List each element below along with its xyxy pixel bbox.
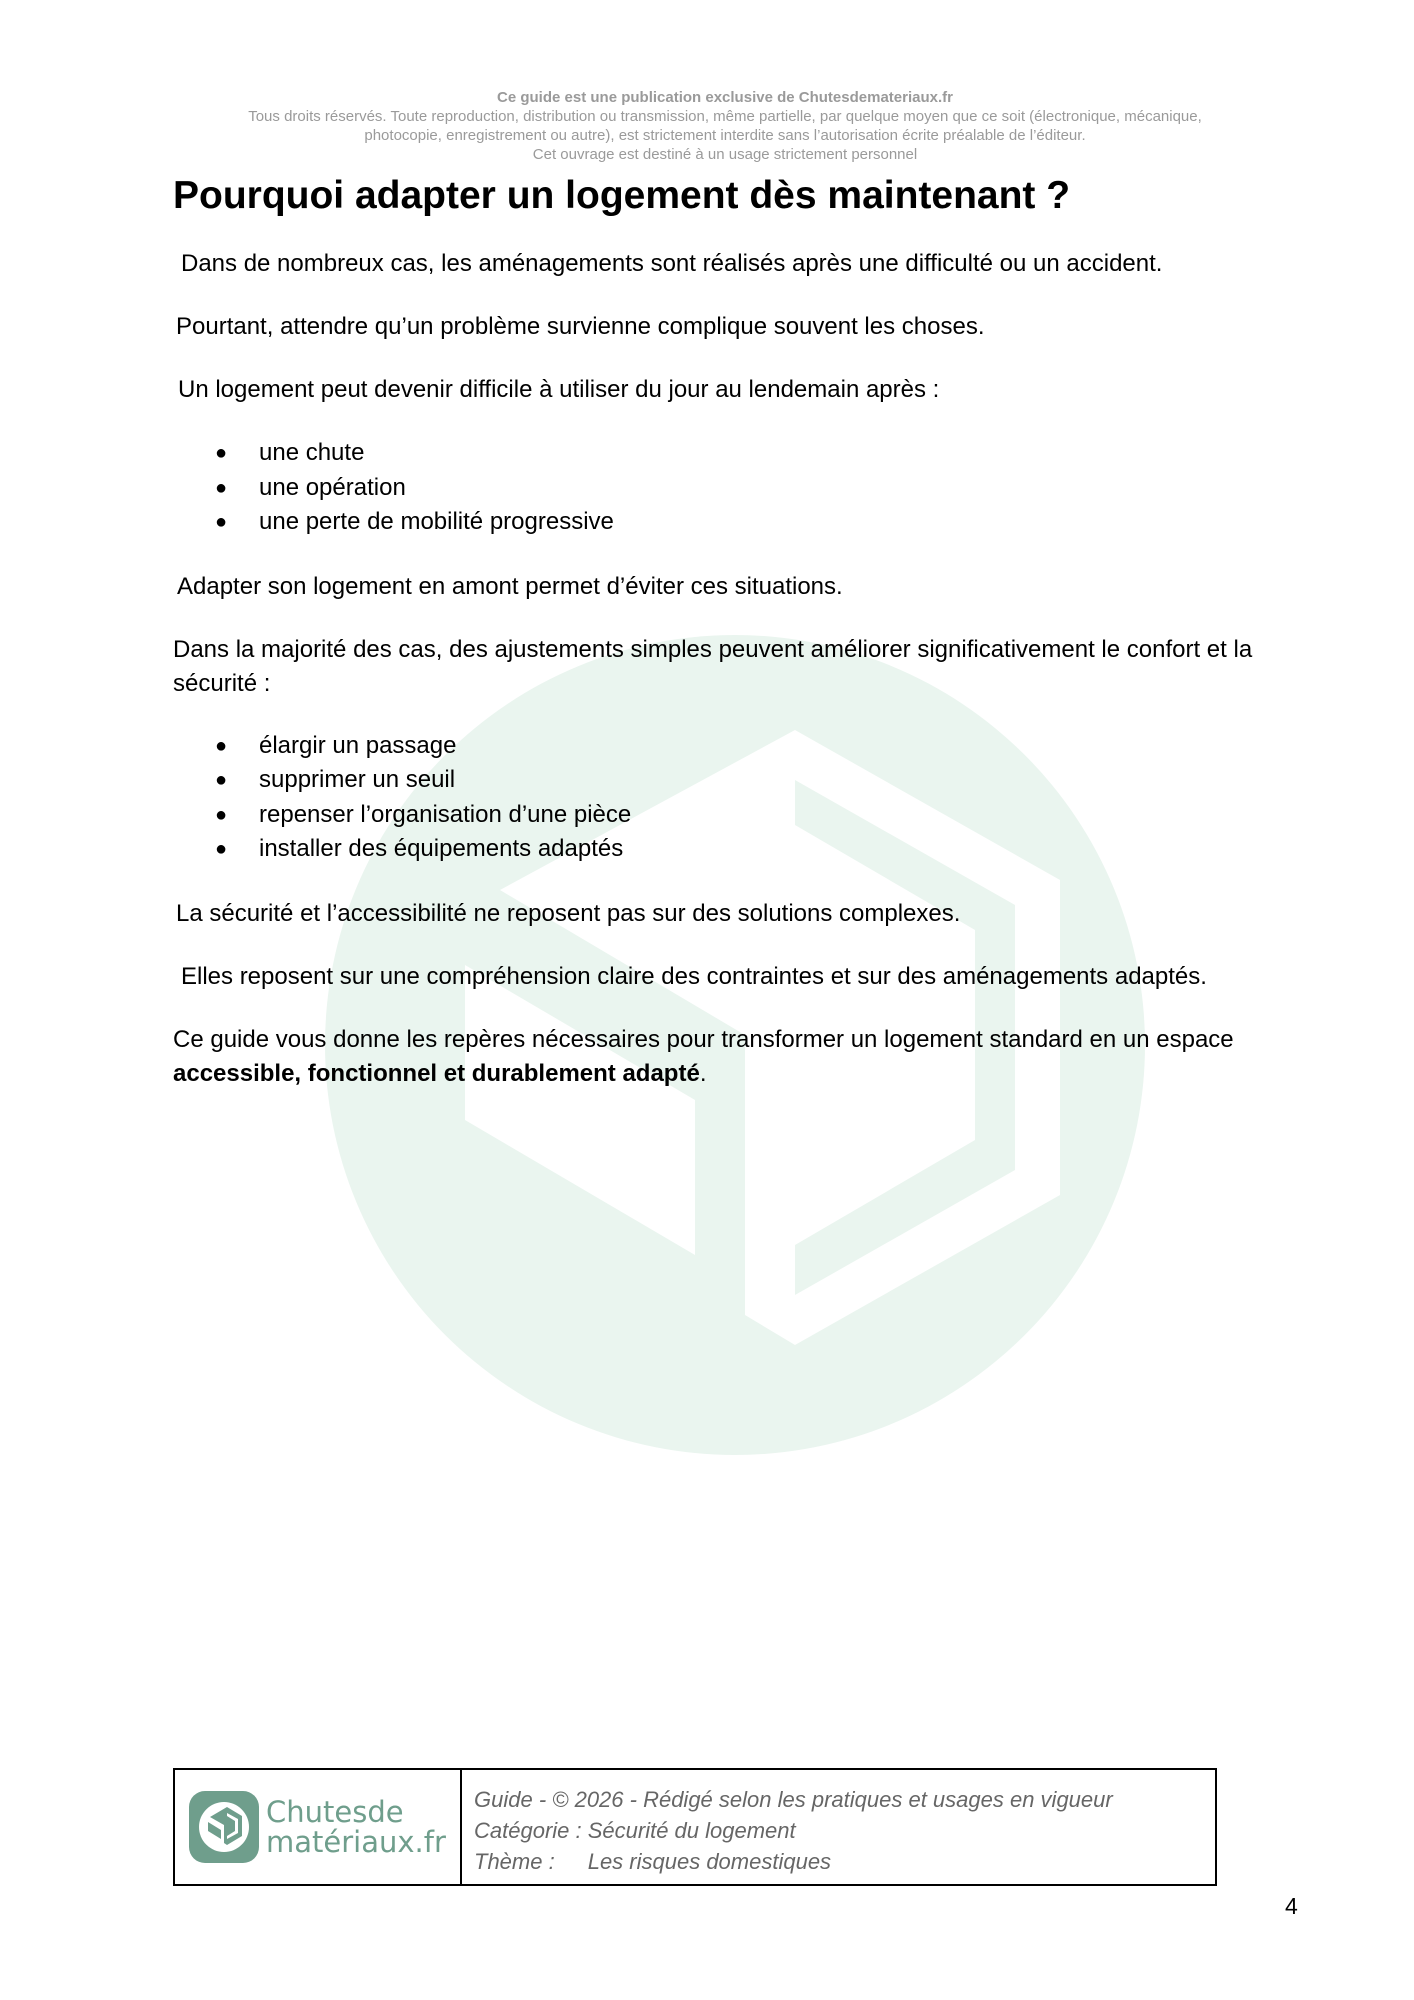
footer-box [173, 1768, 1217, 1886]
paragraph-8-end: . [699, 1059, 707, 1087]
paragraph-4: Adapter son logement en amont permet d’éviter ces situations. [177, 572, 843, 600]
brand-logo-line-1: Chutesde [266, 1795, 404, 1829]
header-title: Ce guide est une publication exclusive de Chutesdemateriaux.fr [497, 89, 953, 106]
paragraph-8 [173, 1023, 1283, 1091]
list-item-text: une perte de mobilité progressive [259, 508, 614, 535]
list-item-text: élargir un passage [259, 731, 457, 759]
footer-theme-value: Les risques domestiques [587, 1849, 832, 1874]
bullet-icon: ● [215, 476, 228, 499]
brand-logo-icon [189, 1791, 259, 1863]
bullet-icon: ● [215, 769, 228, 791]
list-item [173, 471, 1313, 506]
header-line-2: photocopie, enregistrement ou autre), est strictement interdite sans l’autorisation écrite préalable de l’éditeur. [364, 127, 1086, 144]
page-content [173, 170, 1313, 1091]
paragraph-7: Elles reposent sur une compréhension claire des contraintes et sur des aménagements adaptés. [181, 962, 1207, 990]
header-line-1: Tous droits réservés. Toute reproduction, distribution ou transmission, même partielle, par quelque moyen que ce soit (électronique, mécanique, [248, 108, 1202, 125]
paragraph-8-bold: accessible, fonctionnel et durablement adapté [173, 1059, 700, 1087]
header-line-3: Cet ouvrage est destiné à un usage strictement personnel [532, 146, 918, 163]
footer-logo [175, 1770, 462, 1884]
list-item-text: repenser l’organisation d’une pièce [259, 800, 632, 828]
brand-logo-line-2: matériaux.fr [266, 1825, 446, 1859]
paragraph-3: Un logement peut devenir difficile à utiliser du jour au lendemain après : [178, 376, 940, 403]
footer-theme-label: Thème : [474, 1849, 555, 1874]
list-item [173, 832, 1313, 867]
paragraph-5: Dans la majorité des cas, des ajustements simples peuvent améliorer significativement le confort et la sécurité : [173, 635, 1253, 697]
list-item-text: une opération [259, 473, 406, 501]
list-item [173, 436, 1313, 471]
paragraph-2: Pourtant, attendre qu’un problème survienne complique souvent les choses. [176, 313, 985, 340]
footer-theme [474, 1846, 1113, 1877]
footer-guide: Guide - © 2026 - Rédigé selon les pratiques et usages en vigueur [474, 1787, 1113, 1812]
list-adjustments [173, 729, 1313, 867]
bullet-icon: ● [215, 511, 228, 533]
list-item-text: installer des équipements adaptés [259, 835, 624, 862]
list-item [173, 505, 1313, 540]
copyright-header [170, 88, 1280, 164]
list-item [173, 798, 1313, 833]
footer-category: Catégorie : Sécurité du logement [474, 1818, 796, 1843]
list-item [173, 729, 1313, 764]
list-events [173, 436, 1313, 540]
footer-info [462, 1770, 1125, 1884]
bullet-icon: ● [215, 442, 228, 464]
bullet-icon: ● [215, 734, 228, 757]
paragraph-1: Dans de nombreux cas, les aménagements sont réalisés après une difficulté ou un accident. [181, 250, 1163, 277]
list-item [173, 763, 1313, 798]
paragraph-8-start: Ce guide vous donne les repères nécessaires pour transformer un logement standard en un espace [173, 1025, 1234, 1053]
page-number: 4 [1285, 1893, 1298, 1919]
brand-logo-text [266, 1797, 446, 1857]
list-item-text: supprimer un seuil [259, 766, 456, 793]
bullet-icon: ● [215, 838, 228, 860]
page-title: Pourquoi adapter un logement dès maintenant ? [173, 174, 1071, 217]
bullet-icon: ● [215, 803, 228, 826]
list-item-text: une chute [259, 439, 365, 466]
paragraph-6: La sécurité et l’accessibilité ne reposent pas sur des solutions complexes. [176, 899, 961, 927]
